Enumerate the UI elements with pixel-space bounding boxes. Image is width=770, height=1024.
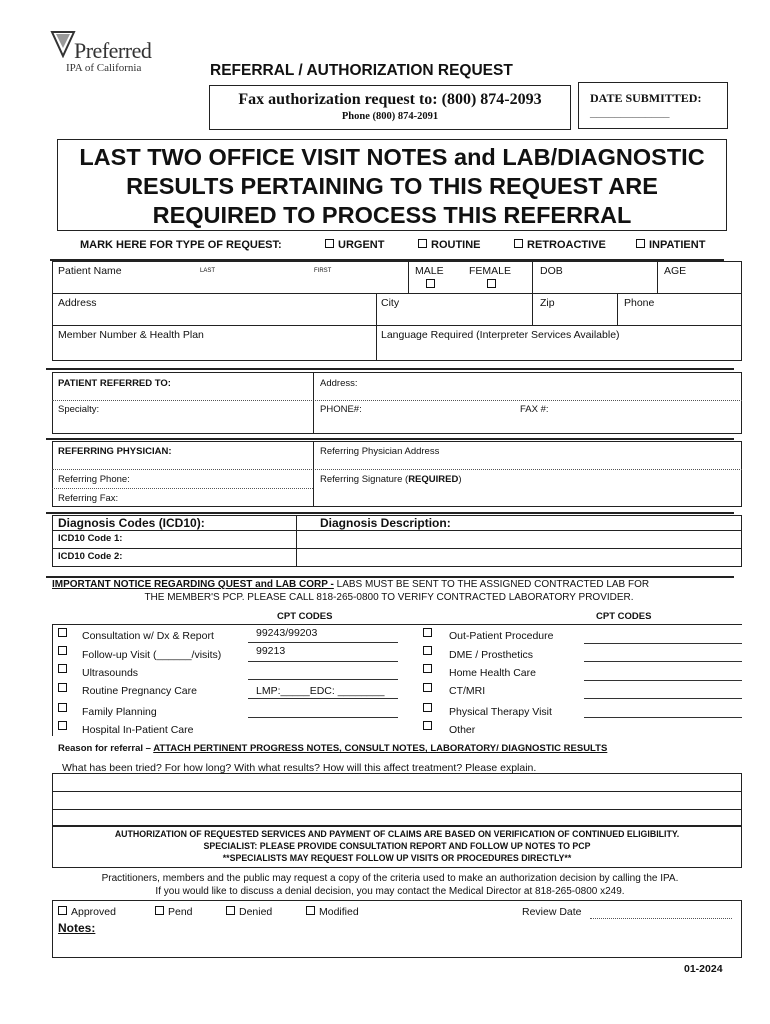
- dob-label: DOB: [540, 265, 563, 277]
- form-version: 01-2024: [684, 963, 723, 975]
- checkbox-icon[interactable]: [418, 239, 427, 248]
- divider: [657, 261, 658, 293]
- request-type-label: MARK HERE FOR TYPE OF REQUEST:: [80, 239, 282, 251]
- decision-pend[interactable]: Pend: [155, 906, 193, 919]
- patient-name-field[interactable]: [100, 263, 400, 291]
- referring-signature-label: Referring Signature (REQUIRED): [320, 474, 462, 485]
- date-submitted-label: DATE SUBMITTED:: [590, 91, 702, 105]
- date-submitted-box[interactable]: [578, 82, 728, 129]
- service-checkbox[interactable]: [58, 703, 67, 712]
- inpatient-label: INPATIENT: [649, 239, 706, 251]
- service-checkbox[interactable]: [423, 721, 432, 730]
- service-label: Physical Therapy Visit: [449, 706, 552, 718]
- diagnosis-description-title: Diagnosis Description:: [320, 516, 451, 530]
- male-checkbox[interactable]: [426, 279, 435, 288]
- language-label: Language Required (Interpreter Services Available): [381, 329, 620, 341]
- service-label: Home Health Care: [449, 667, 536, 679]
- divider: [52, 293, 742, 294]
- authorization-notice-line-1: AUTHORIZATION OF REQUESTED SERVICES AND PAYMENT OF CLAIMS ARE BASED ON VERIFICATION OF CONTINUED ELIGIBILITY.: [114, 829, 680, 839]
- cpt-codes-header-right: CPT CODES: [596, 611, 652, 622]
- checkbox-icon[interactable]: [514, 239, 523, 248]
- cpt-code-line[interactable]: [584, 698, 742, 699]
- service-label: CT/MRI: [449, 685, 486, 697]
- divider: [376, 293, 377, 361]
- cpt-code-line[interactable]: [584, 643, 742, 644]
- section-rule: [46, 368, 734, 370]
- referred-to-title: PATIENT REFERRED TO:: [58, 378, 171, 389]
- age-label: AGE: [664, 265, 687, 277]
- form-title: REFERRAL / AUTHORIZATION REQUEST: [210, 62, 513, 79]
- service-label: Follow-up Visit (______/visits): [82, 649, 222, 661]
- service-checkbox[interactable]: [58, 646, 67, 655]
- referred-to-address-label: Address:: [320, 378, 358, 389]
- decision-denied[interactable]: Denied: [226, 906, 272, 919]
- divider: [52, 469, 742, 470]
- city-label: City: [381, 297, 400, 309]
- cpt-code-line[interactable]: [248, 661, 398, 662]
- service-label: Ultrasounds: [82, 667, 139, 679]
- service-checkbox[interactable]: [423, 703, 432, 712]
- divider: [52, 488, 313, 489]
- checkbox-icon[interactable]: [325, 239, 334, 248]
- address-label: Address: [58, 297, 97, 309]
- service-checkbox[interactable]: [423, 683, 432, 692]
- lmp-edc-field[interactable]: LMP:_____EDC: ________: [256, 685, 385, 697]
- review-date-line[interactable]: [590, 918, 732, 919]
- authorization-notice-line-2: SPECIALIST: PLEASE PROVIDE CONSULTATION REPORT AND FOLLOW UP NOTES TO PCP: [203, 841, 591, 851]
- service-checkbox[interactable]: [423, 664, 432, 673]
- cpt-code-line[interactable]: [248, 698, 398, 699]
- request-type-routine[interactable]: [418, 239, 481, 252]
- service-label: DME / Prosthetics: [449, 649, 534, 661]
- service-checkbox[interactable]: [58, 721, 67, 730]
- male-label: MALE: [415, 265, 444, 277]
- service-label: Other: [449, 724, 476, 736]
- logo-name: Preferred: [74, 38, 152, 63]
- service-label: Family Planning: [82, 706, 157, 718]
- cpt-codes-header-left: CPT CODES: [277, 611, 333, 622]
- reason-label: Reason for referral – ATTACH PERTINENT PROGRESS NOTES, CONSULT NOTES, LABORATORY/ DIAGNOSTIC RESULTS: [58, 743, 608, 754]
- request-type-retroactive[interactable]: [514, 239, 606, 252]
- divider: [532, 261, 533, 325]
- reason-prompt: What has been tried? For how long? With what results? How will this affect treatment? Please explain.: [62, 762, 537, 774]
- female-label: FEMALE: [469, 265, 512, 277]
- divider: [313, 441, 314, 507]
- logo-diamond-icon: [50, 28, 76, 58]
- required-notice-line-3: REQUIRED TO PROCESS THIS REFERRAL: [152, 202, 632, 228]
- cpt-code-line[interactable]: [248, 642, 398, 643]
- referred-to-fax-label: FAX #:: [520, 404, 549, 415]
- icd10-code-2-label: ICD10 Code 2:: [58, 551, 123, 562]
- divider: [408, 261, 409, 293]
- cpt-code-line[interactable]: [248, 717, 398, 718]
- review-date-label: Review Date: [522, 906, 582, 918]
- decision-modified[interactable]: Modified: [306, 906, 359, 919]
- service-checkbox[interactable]: [423, 628, 432, 637]
- retroactive-label: RETROACTIVE: [527, 239, 606, 251]
- checkbox-icon[interactable]: [636, 239, 645, 248]
- practitioners-line-1: Practitioners, members and the public may request a copy of the criteria used to make an authorization decision by calling the IPA.: [101, 873, 679, 884]
- cpt-code-line[interactable]: [584, 680, 742, 681]
- divider: [52, 325, 742, 326]
- checkbox-icon[interactable]: [226, 906, 235, 915]
- routine-label: ROUTINE: [431, 239, 481, 251]
- divider: [617, 293, 618, 325]
- divider: [296, 515, 297, 567]
- section-rule: [46, 512, 734, 514]
- cpt-code-line[interactable]: [584, 661, 742, 662]
- checkbox-icon[interactable]: [306, 906, 315, 915]
- service-label: Consultation w/ Dx & Report: [82, 630, 214, 642]
- services-left-border: [52, 624, 53, 736]
- service-label: Out-Patient Procedure: [449, 630, 554, 642]
- cpt-code-value: 99243/99203: [256, 627, 318, 639]
- decision-approved[interactable]: Approved: [58, 906, 116, 919]
- referring-phone-label: Referring Phone:: [58, 474, 130, 485]
- checkbox-icon[interactable]: [155, 906, 164, 915]
- female-checkbox[interactable]: [487, 279, 496, 288]
- service-checkbox[interactable]: [58, 683, 67, 692]
- icd10-code-1-label: ICD10 Code 1:: [58, 533, 123, 544]
- member-number-label: Member Number & Health Plan: [58, 329, 204, 341]
- cpt-code-line[interactable]: [584, 717, 742, 718]
- service-label: Routine Pregnancy Care: [82, 685, 197, 697]
- reason-text-area[interactable]: [52, 773, 742, 826]
- diagnosis-codes-title: Diagnosis Codes (ICD10):: [58, 516, 205, 530]
- divider: [52, 791, 742, 792]
- cpt-code-value: 99213: [256, 645, 286, 657]
- required-notice-line-2: RESULTS PERTAINING TO THIS REQUEST ARE: [126, 173, 658, 199]
- patient-name-label: Patient Name: [58, 265, 122, 277]
- referring-fax-label: Referring Fax:: [58, 493, 119, 504]
- divider: [52, 548, 742, 549]
- zip-label: Zip: [540, 297, 555, 309]
- divider: [52, 809, 742, 810]
- fax-number: Fax authorization request to: (800) 874-2093: [238, 91, 542, 108]
- services-top-border: [52, 624, 742, 625]
- last-name-label: LAST: [200, 268, 216, 274]
- urgent-label: URGENT: [338, 239, 385, 251]
- first-name-label: FIRST: [314, 268, 332, 274]
- service-checkbox[interactable]: [58, 664, 67, 673]
- practitioners-line-2: If you would like to discuss a denial decision, you may contact the Medical Director at 818-265-0800 x249.: [155, 886, 625, 897]
- service-label: Hospital In-Patient Care: [82, 724, 194, 736]
- referred-to-phone-label: PHONE#:: [320, 404, 362, 415]
- referring-address-label: Referring Physician Address: [320, 446, 440, 457]
- notes-label: Notes:: [58, 921, 96, 935]
- service-checkbox[interactable]: [423, 646, 432, 655]
- authorization-notice-line-3: **SPECIALISTS MAY REQUEST FOLLOW UP VISITS OR PROCEDURES DIRECTLY**: [222, 853, 572, 863]
- cpt-code-line[interactable]: [248, 679, 398, 680]
- section-rule: [46, 438, 734, 440]
- checkbox-icon[interactable]: [58, 906, 67, 915]
- logo-subtitle: IPA of California: [66, 62, 142, 74]
- specialty-label: Specialty:: [58, 404, 100, 415]
- phone-label: Phone: [624, 297, 655, 309]
- date-submitted-line: _____________: [590, 107, 670, 119]
- request-type-inpatient[interactable]: [636, 239, 705, 252]
- request-type-urgent[interactable]: [325, 239, 384, 252]
- lab-notice-line-2: THE MEMBER'S PCP. PLEASE CALL 818-265-0800 TO VERIFY CONTRACTED LABORATORY PROVIDER.: [144, 592, 634, 603]
- divider: [52, 400, 742, 401]
- required-notice-line-1: LAST TWO OFFICE VISIT NOTES and LAB/DIAGNOSTIC: [79, 144, 705, 170]
- service-checkbox[interactable]: [58, 628, 67, 637]
- divider: [313, 372, 314, 434]
- referring-physician-title: REFERRING PHYSICIAN:: [58, 446, 172, 457]
- section-rule: [46, 576, 734, 578]
- phone-number: Phone (800) 874-2091: [341, 111, 439, 122]
- lab-notice-line-1: IMPORTANT NOTICE REGARDING QUEST and LAB CORP - LABS MUST BE SENT TO THE ASSIGNED CONTRACTED LAB FOR: [52, 579, 650, 590]
